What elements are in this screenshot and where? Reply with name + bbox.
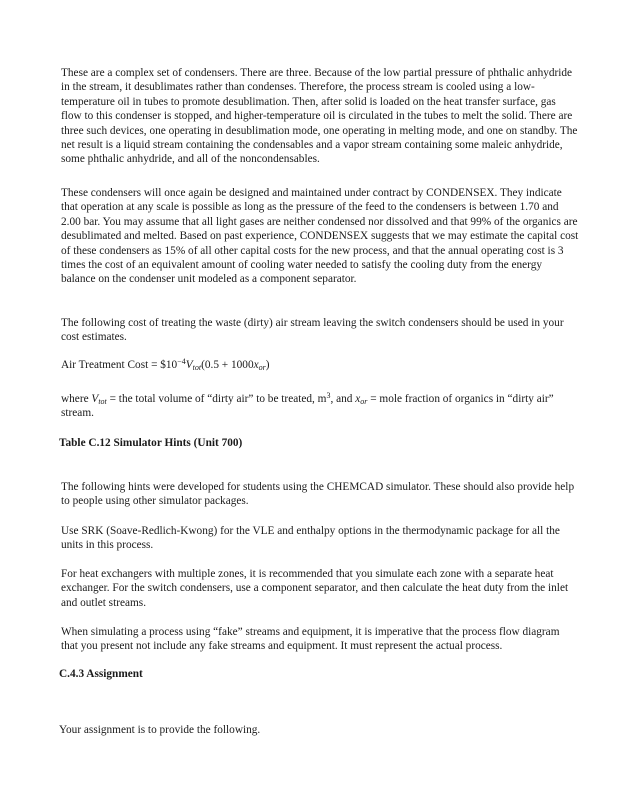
equation-variable-definitions: where $V_{tot}$ = the total volume of “dirty air” to be treated, $m^3$, and $x_{or}$ = mole fraction of organics in “dirty air” stream. (61, 391, 554, 420)
air-treatment-cost-equation: Air Treatment Cost = $\$10^{-4}V_{tot}(0.5 + 1000x_{or})$ (61, 357, 270, 372)
fake-streams-hint-paragraph: When simulating a process using “fake” streams and equipment, it is imperative that the process flow diagram that you present not include any fake streams and equipment. It must represent the actual process. (61, 626, 560, 653)
waste-air-cost-paragraph: The following cost of treating the waste (dirty) air stream leaving the switch condensers should be used in your cost estimates. (61, 317, 564, 344)
condensex-contract-paragraph: These condensers will once again be designed and maintained under contract by CONDENSEX. They indicate that operation at any scale is possible as long as the pressure of the feed to the condensers is between 1.70 and 2.00 bar. You may assume that all light gases are neither condensed nor dissolved and that 99% of the organics are desublimated and melted. Based on past experience, CONDENSEX suggests that we may estimate the capital cost of these condensers as 15% of all other capital costs for the new process, and that the annual operating cost is 3 times the cost of an equivalent amount of cooling water needed to satisfy the cooling duty from the energy balance on the condenser unit modeled as a component separator. (61, 187, 579, 286)
simulator-hints-intro-paragraph: The following hints were developed for students using the CHEMCAD simulator. These should also provide help to people using other simulator packages. (61, 481, 575, 508)
condenser-description-paragraph: These are a complex set of condensers. There are three. Because of the low partial pressure of phthalic anhydride in the stream, it desublimates rather than condenses. Therefore, the process stream is cooled using a low-temperature oil in tubes to promote desublimation. Then, after solid is loaded on the heat transfer surface, gas flow to this condenser is stopped, and higher-temperature oil is circulated in the tubes to melt the solid. There are three such devices, one operating in desublimation mode, one operating in melting mode, and one on standby. The net result is a liquid stream containing the condensables and a vapor stream containing some maleic anhydride, some phthalic anhydride, and all of the noncondensables. (61, 67, 578, 166)
heat-exchanger-hint-paragraph: For heat exchangers with multiple zones, it is recommended that you simulate each zone with a separate heat exchanger. For the switch condensers, use a component separator, and then calculate the heat duty from the inlet and outlet streams. (61, 568, 569, 609)
assignment-intro-paragraph: Your assignment is to provide the following. (59, 724, 261, 736)
thermodynamic-package-paragraph: Use SRK (Soave-Redlich-Kwong) for the VLE and enthalpy options in the thermodynamic package for all the units in this process. (61, 525, 560, 552)
section-heading: C.4.3 Assignment (59, 668, 143, 680)
table-heading: Table C.12 Simulator Hints (Unit 700) (59, 437, 243, 449)
